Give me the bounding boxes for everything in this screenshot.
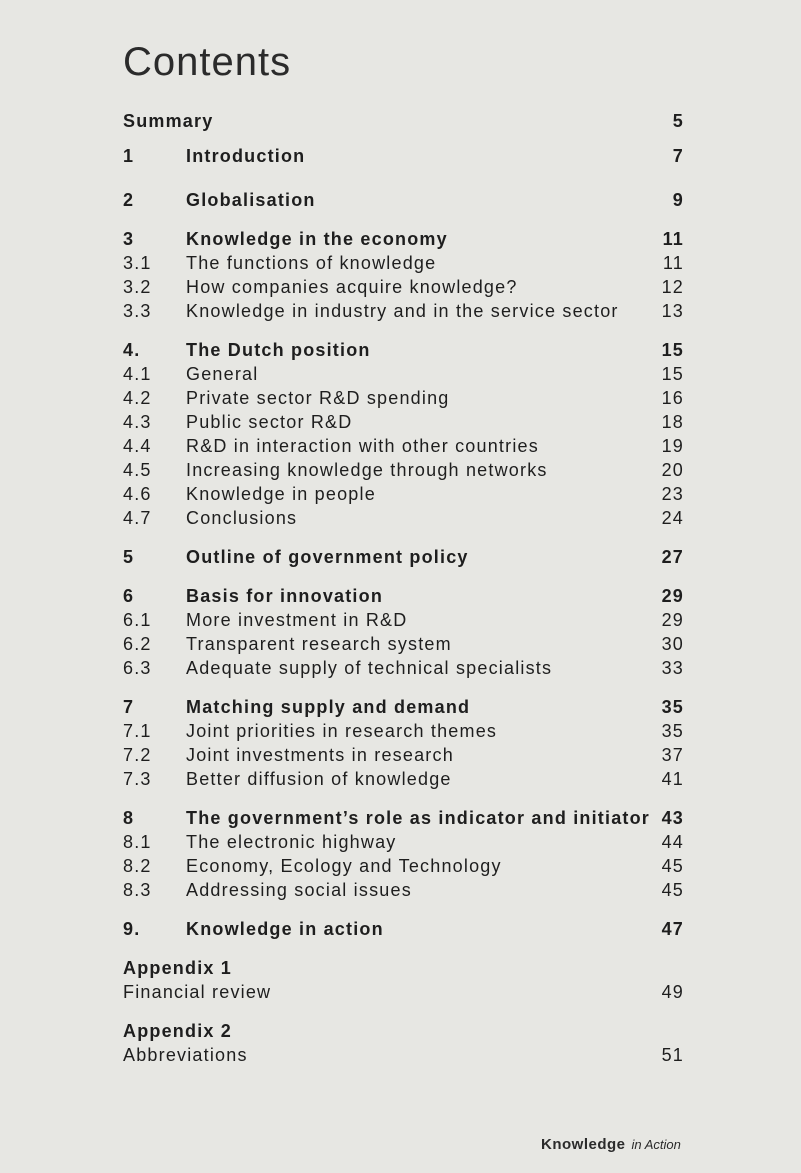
- toc-entry: [0, 718, 801, 744]
- toc-entry-number: 3.3: [123, 301, 152, 321]
- toc-entry: [0, 274, 801, 300]
- toc-entry-page: 11: [662, 253, 684, 273]
- toc-entry-title: Basis for innovation: [186, 586, 384, 606]
- toc-entry-title: Conclusions: [186, 508, 298, 528]
- toc-entry-page: 15: [661, 364, 684, 384]
- toc-entry-title: Private sector R&D spending: [186, 388, 450, 408]
- toc-entry-title: Appendix 2: [123, 1021, 233, 1041]
- toc-entry-page: 12: [661, 277, 684, 297]
- toc-entry-page: 29: [661, 586, 684, 606]
- toc-entry-page: 24: [661, 508, 684, 528]
- toc-entry-number: 8.2: [123, 856, 152, 876]
- toc-entry-title: The government’s role as indicator and initiator: [186, 808, 651, 828]
- toc-entry-title: The electronic highway: [186, 832, 397, 852]
- toc-entry-page: 9: [672, 190, 684, 210]
- toc-entry-title: Appendix 1: [123, 958, 233, 978]
- toc-entry-number: 4.5: [123, 460, 152, 480]
- toc-entry-page: 29: [661, 610, 684, 630]
- toc-entry-page: 5: [672, 111, 684, 131]
- toc-entry-page: 51: [661, 1045, 684, 1065]
- toc-entry: [0, 766, 801, 792]
- toc-entry: [0, 916, 801, 942]
- toc-entry-number: 4.3: [123, 412, 152, 432]
- toc-entry-number: 4.1: [123, 364, 152, 384]
- toc-entry-page: 47: [661, 919, 684, 939]
- toc-entry: [0, 250, 801, 276]
- toc-entry-page: 13: [661, 301, 684, 321]
- toc-entry-page: 11: [662, 229, 684, 249]
- toc-entry-page: 49: [661, 982, 684, 1002]
- toc-entry-number: 3: [123, 229, 135, 249]
- toc-entry-title: Public sector R&D: [186, 412, 353, 432]
- toc-entry-number: 7.2: [123, 745, 152, 765]
- toc-entry: [0, 226, 801, 252]
- toc-entry: [0, 187, 801, 213]
- toc-entry: [0, 1042, 801, 1068]
- toc-entry-number: 4.: [123, 340, 141, 360]
- toc-entry: [0, 1018, 801, 1044]
- toc-entry-title: How companies acquire knowledge?: [186, 277, 518, 297]
- toc-entry-title: Better diffusion of knowledge: [186, 769, 452, 789]
- toc-entry-number: 6.1: [123, 610, 152, 630]
- toc-entry-page: 20: [661, 460, 684, 480]
- toc-entry-title: Addressing social issues: [186, 880, 412, 900]
- toc-entry-title: Adequate supply of technical specialists: [186, 658, 553, 678]
- toc-entry-title: More investment in R&D: [186, 610, 408, 630]
- toc-entry-title: Increasing knowledge through networks: [186, 460, 548, 480]
- toc-entry-title: Globalisation: [186, 190, 316, 210]
- toc-entry: [0, 298, 801, 324]
- toc-entry-number: 8.3: [123, 880, 152, 900]
- toc-entry-title: Abbreviations: [123, 1045, 248, 1065]
- toc-entry-title: Transparent research system: [186, 634, 452, 654]
- toc-entry-page: 41: [661, 769, 684, 789]
- toc-entry: [0, 409, 801, 435]
- toc-entry: [0, 433, 801, 459]
- toc-entry-page: 35: [661, 697, 684, 717]
- toc-entry: [0, 108, 801, 134]
- toc-entry-page: 23: [661, 484, 684, 504]
- toc-entry-page: 16: [661, 388, 684, 408]
- toc-entry: [0, 694, 801, 720]
- toc-entry: [0, 955, 801, 981]
- footer-keyword: Knowledge: [541, 1136, 626, 1153]
- footer-italic: in Action: [631, 1137, 681, 1152]
- toc-entry-page: 44: [661, 832, 684, 852]
- toc-entry-title: Economy, Ecology and Technology: [186, 856, 502, 876]
- toc-entry-title: Financial review: [123, 982, 272, 1002]
- toc-entry-title: Knowledge in action: [186, 919, 384, 939]
- toc-entry: [0, 143, 801, 169]
- toc-entry-page: 15: [661, 340, 684, 360]
- toc-entry: [0, 829, 801, 855]
- toc-entry-title: Joint investments in research: [186, 745, 454, 765]
- toc-entry-title: The Dutch position: [186, 340, 371, 360]
- toc-entry-title: Matching supply and demand: [186, 697, 471, 717]
- toc-entry-title: Knowledge in the economy: [186, 229, 448, 249]
- toc-entry-page: 45: [661, 856, 684, 876]
- toc-entry-number: 6: [123, 586, 135, 606]
- toc-entry-page: 7: [672, 146, 684, 166]
- toc-entry-title: R&D in interaction with other countries: [186, 436, 539, 456]
- toc-entry-number: 2: [123, 190, 135, 210]
- toc-entry-page: 30: [661, 634, 684, 654]
- toc-entry: [0, 655, 801, 681]
- toc-entry-page: 35: [661, 721, 684, 741]
- toc-entry: [0, 853, 801, 879]
- toc-entry-title: Summary: [123, 111, 214, 131]
- toc-entry-number: 1: [123, 146, 135, 166]
- toc-entry-number: 7.1: [123, 721, 152, 741]
- toc-entry: [0, 505, 801, 531]
- toc-entry-page: 33: [661, 658, 684, 678]
- toc-entry: [0, 385, 801, 411]
- toc-entry-number: 8.1: [123, 832, 152, 852]
- toc-entry: [0, 742, 801, 768]
- toc-entry-number: 6.2: [123, 634, 152, 654]
- toc-entry-number: 8: [123, 808, 135, 828]
- toc-entry-page: 45: [661, 880, 684, 900]
- toc-entry-number: 3.2: [123, 277, 152, 297]
- toc-entry: [0, 337, 801, 363]
- toc-entry-page: 27: [661, 547, 684, 567]
- toc-entry: [0, 877, 801, 903]
- toc-entry: [0, 979, 801, 1005]
- toc-entry-number: 6.3: [123, 658, 152, 678]
- toc-entry: [0, 607, 801, 633]
- toc-entry: [0, 361, 801, 387]
- toc-entry-number: 5: [123, 547, 135, 567]
- toc-entry-title: Joint priorities in research themes: [186, 721, 498, 741]
- footer-brand: [541, 1136, 681, 1153]
- toc-entry-number: 9.: [123, 919, 141, 939]
- toc-entry-number: 4.7: [123, 508, 152, 528]
- toc-entry-number: 4.2: [123, 388, 152, 408]
- toc-entry: [0, 457, 801, 483]
- toc-entry: [0, 805, 801, 831]
- toc-entry-title: Introduction: [186, 146, 306, 166]
- toc-entry-number: 3.1: [123, 253, 152, 273]
- page-title: Contents: [123, 40, 292, 84]
- toc-entry-title: General: [186, 364, 259, 384]
- toc-entry-number: 7.3: [123, 769, 152, 789]
- toc-entry: [0, 583, 801, 609]
- toc-entry-title: Knowledge in people: [186, 484, 376, 504]
- toc-entry-page: 18: [661, 412, 684, 432]
- toc-entry: [0, 544, 801, 570]
- toc-entry-title: The functions of knowledge: [186, 253, 437, 273]
- toc-entry-page: 19: [661, 436, 684, 456]
- toc-entry-number: 7: [123, 697, 135, 717]
- toc-entry-page: 37: [661, 745, 684, 765]
- toc-entry-title: Knowledge in industry and in the service sector: [186, 301, 619, 321]
- toc-entry: [0, 481, 801, 507]
- toc-entry-number: 4.6: [123, 484, 152, 504]
- toc-entry-number: 4.4: [123, 436, 152, 456]
- toc-entry: [0, 631, 801, 657]
- toc-entry-title: Outline of government policy: [186, 547, 469, 567]
- toc-entry-page: 43: [661, 808, 684, 828]
